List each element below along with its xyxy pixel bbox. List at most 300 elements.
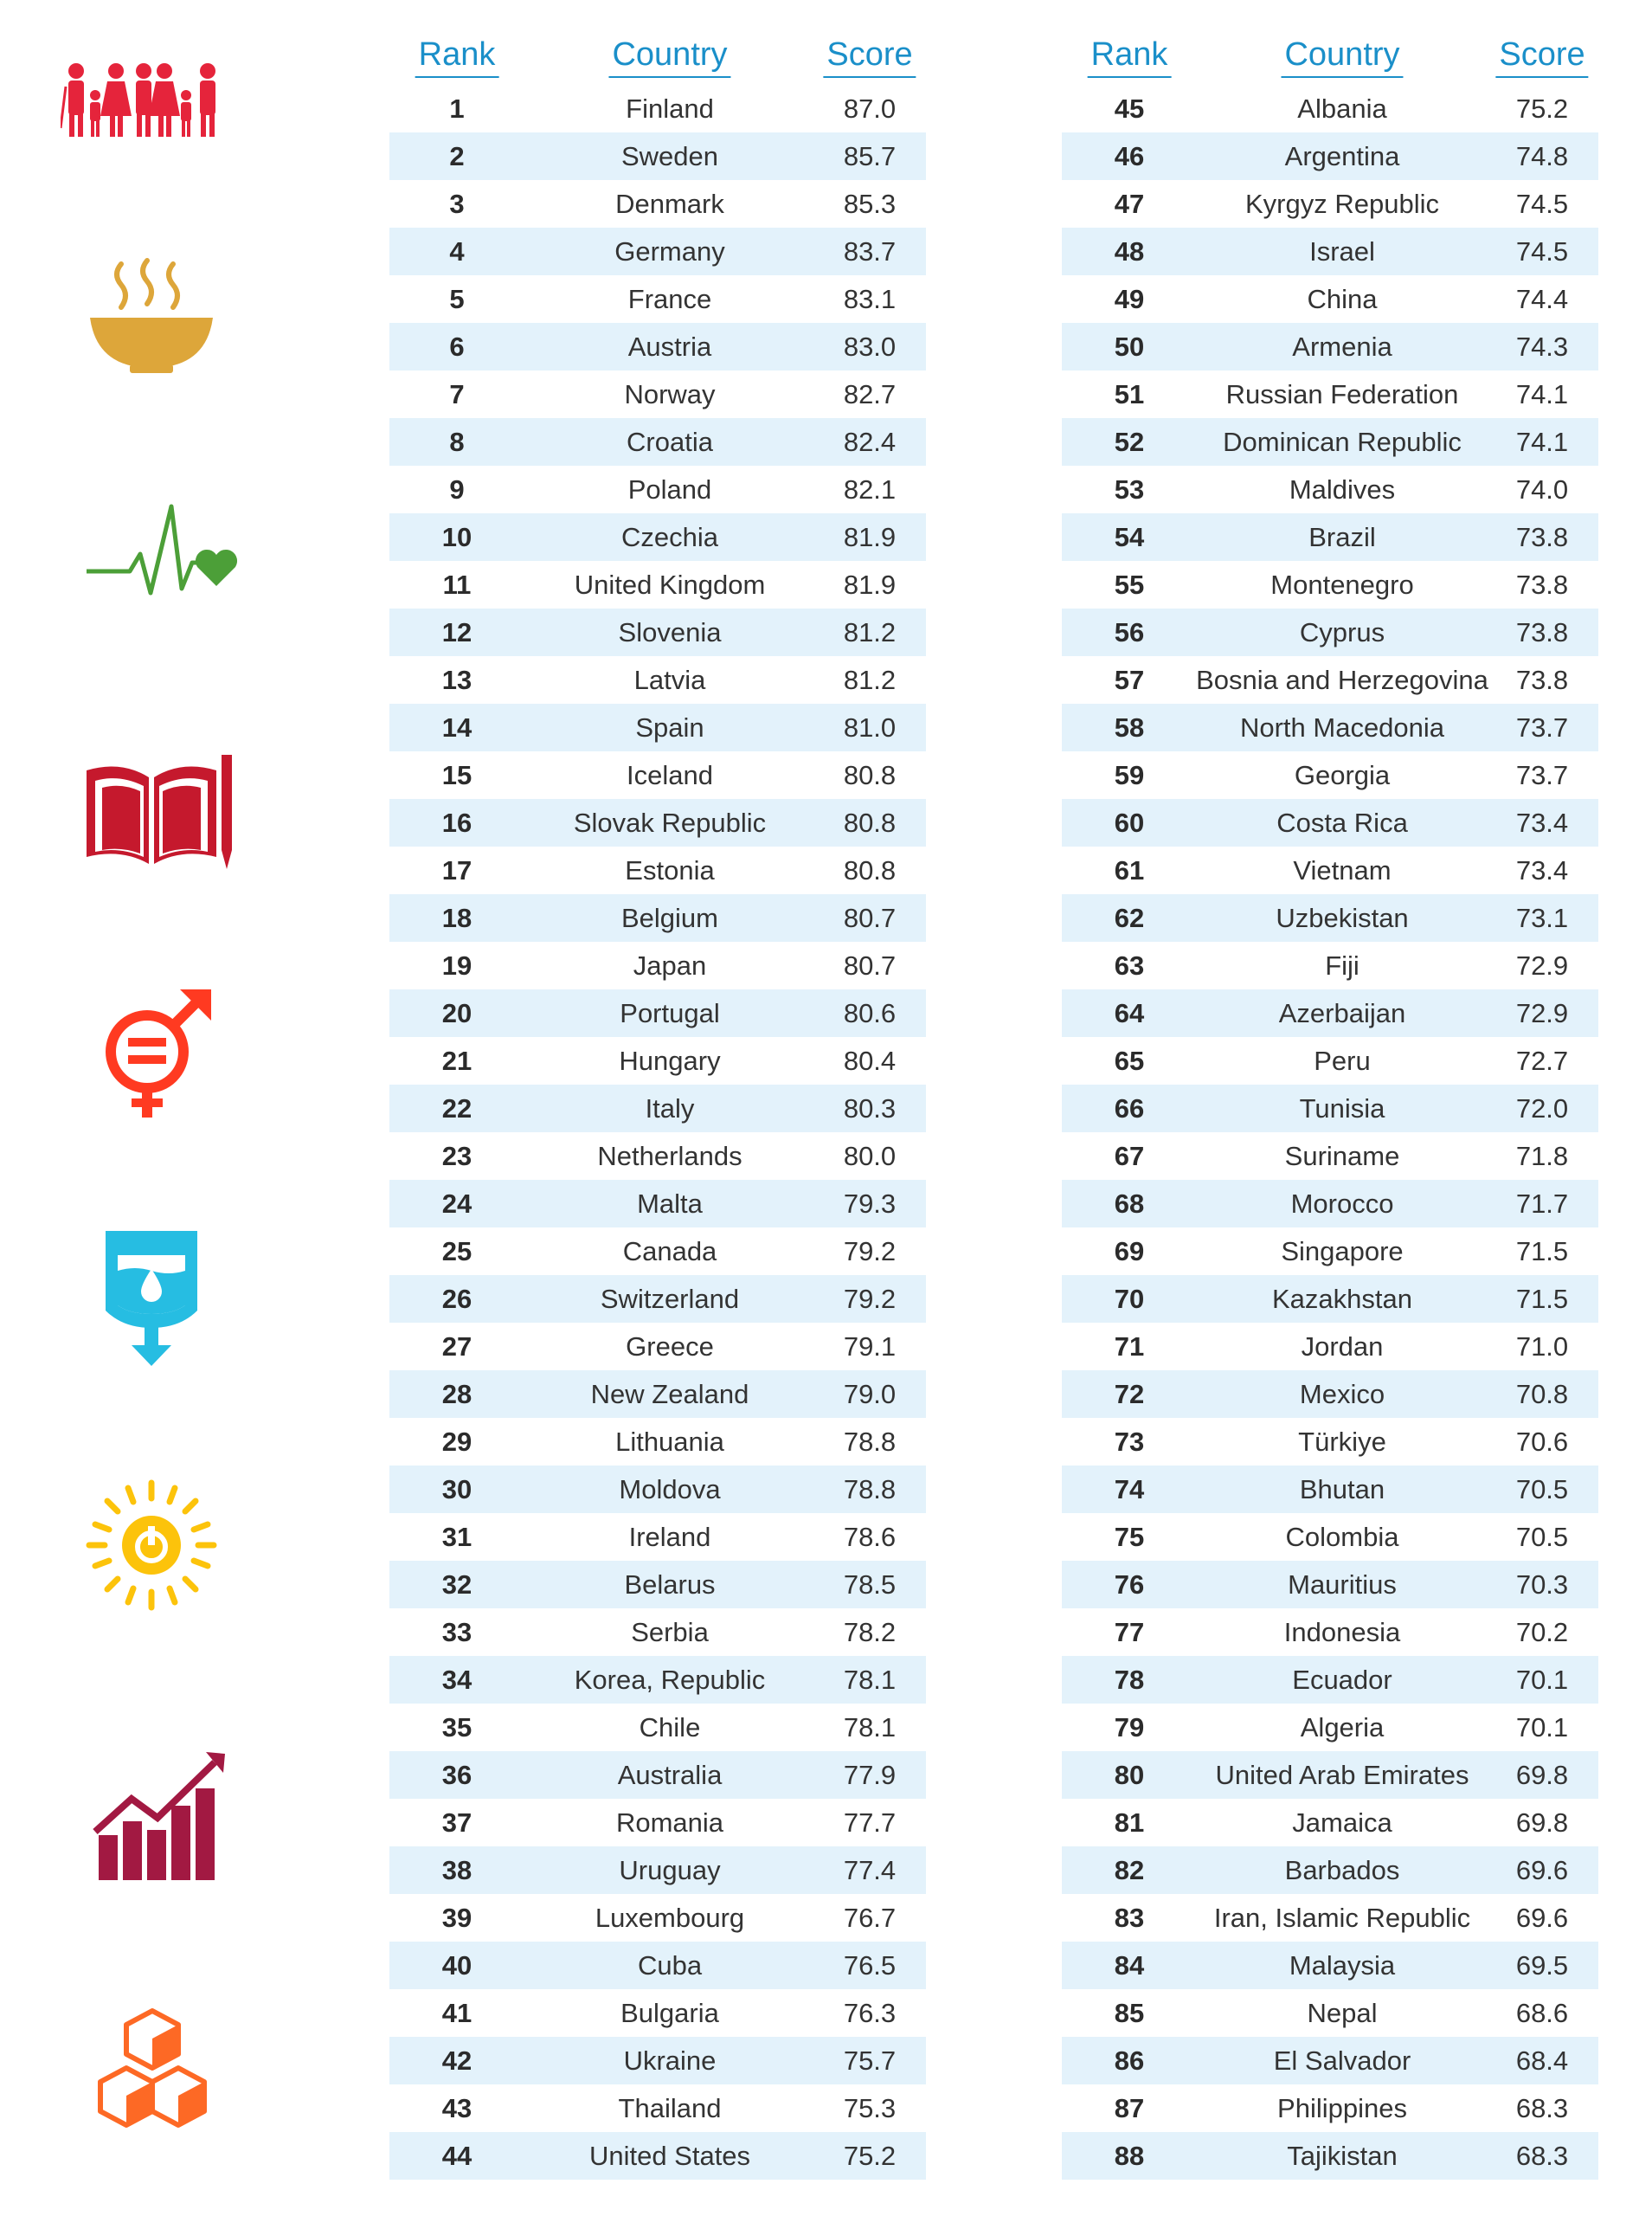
table-row — [1062, 370, 1598, 418]
rank-cell: 57 — [1114, 665, 1145, 695]
table-row — [1062, 942, 1598, 989]
country-cell: Dominican Republic — [1223, 427, 1462, 457]
rank-cell: 84 — [1114, 1950, 1145, 1981]
rank-cell: 56 — [1114, 617, 1145, 647]
country-cell: Jordan — [1301, 1331, 1384, 1362]
rank-cell: 31 — [441, 1522, 472, 1552]
score-cell: 68.4 — [1515, 2045, 1569, 2076]
country-cell: Germany — [614, 236, 725, 267]
table-row — [389, 799, 926, 847]
sun-power-icon — [61, 1476, 242, 1614]
rank-cell: 24 — [441, 1189, 472, 1219]
score-cell: 72.9 — [1515, 950, 1569, 981]
rank-cell: 81 — [1114, 1807, 1145, 1838]
score-cell: 80.7 — [843, 950, 897, 981]
table-row — [1062, 894, 1598, 942]
country-cell: Belgium — [621, 903, 718, 933]
table-row — [389, 180, 926, 228]
country-cell: El Salvador — [1273, 2045, 1411, 2076]
table-row — [389, 1989, 926, 2037]
rank-cell: 49 — [1114, 284, 1145, 314]
table-row — [1062, 132, 1598, 180]
country-cell: Ecuador — [1292, 1665, 1392, 1695]
country-cell: Albania — [1297, 93, 1387, 124]
score-cell: 70.3 — [1515, 1569, 1569, 1600]
table-row — [1062, 989, 1598, 1037]
score-cell: 81.2 — [843, 617, 897, 647]
table-row — [1062, 1608, 1598, 1656]
country-cell: Montenegro — [1270, 570, 1414, 600]
rank-cell: 2 — [449, 141, 465, 171]
cubes-icon — [61, 2004, 242, 2142]
rank-cell: 68 — [1114, 1189, 1145, 1219]
country-cell: Spain — [635, 712, 704, 743]
country-cell: Barbados — [1284, 1855, 1400, 1885]
score-cell: 71.7 — [1515, 1189, 1569, 1219]
rank-cell: 10 — [441, 522, 472, 552]
rank-cell: 47 — [1114, 189, 1145, 219]
country-cell: Estonia — [625, 855, 715, 886]
table-row — [389, 1846, 926, 1894]
table-row — [389, 1704, 926, 1751]
score-cell: 81.9 — [843, 570, 897, 600]
table-row — [1062, 1418, 1598, 1466]
country-cell: Kazakhstan — [1272, 1284, 1412, 1314]
rank-cell: 66 — [1114, 1093, 1145, 1124]
rank-cell: 27 — [441, 1331, 472, 1362]
country-cell: Italy — [645, 1093, 695, 1124]
rank-cell: 22 — [441, 1093, 472, 1124]
country-cell: Tajikistan — [1287, 2141, 1398, 2171]
table-row — [1062, 418, 1598, 466]
score-cell: 71.0 — [1515, 1331, 1569, 1362]
score-cell: 73.8 — [1515, 617, 1569, 647]
score-header: Score — [823, 33, 916, 78]
table-row — [389, 894, 926, 942]
country-cell: Netherlands — [597, 1141, 742, 1171]
score-cell: 74.3 — [1515, 332, 1569, 362]
table-body-right — [1062, 85, 1598, 2180]
rank-cell: 18 — [441, 903, 472, 933]
table-row — [389, 1466, 926, 1513]
table-row — [1062, 1370, 1598, 1418]
table-row — [389, 656, 926, 704]
rank-cell: 23 — [441, 1141, 472, 1171]
score-cell: 80.6 — [843, 998, 897, 1028]
country-cell: Czechia — [621, 522, 718, 552]
table-row — [1062, 656, 1598, 704]
score-cell: 75.2 — [843, 2141, 897, 2171]
score-cell: 82.7 — [843, 379, 897, 409]
table-row — [1062, 2084, 1598, 2132]
table-row — [1062, 799, 1598, 847]
rank-cell: 88 — [1114, 2141, 1145, 2171]
rank-cell: 26 — [441, 1284, 472, 1314]
table-row — [389, 1561, 926, 1608]
country-cell: Vietnam — [1293, 855, 1392, 886]
rank-cell: 48 — [1114, 236, 1145, 267]
table-row — [1062, 466, 1598, 513]
rank-cell: 4 — [449, 236, 465, 267]
rank-cell: 36 — [441, 1760, 472, 1790]
rank-cell: 40 — [441, 1950, 472, 1981]
rank-cell: 28 — [441, 1379, 472, 1409]
country-cell: Israel — [1309, 236, 1375, 267]
score-cell: 79.1 — [843, 1331, 897, 1362]
rank-cell: 38 — [441, 1855, 472, 1885]
country-cell: Chile — [639, 1712, 701, 1743]
rank-cell: 85 — [1114, 1998, 1145, 2028]
rank-cell: 64 — [1114, 998, 1145, 1028]
country-cell: Ireland — [628, 1522, 711, 1552]
score-cell: 81.9 — [843, 522, 897, 552]
rank-cell: 65 — [1114, 1046, 1145, 1076]
water-drop-icon — [61, 1229, 242, 1368]
country-cell: Costa Rica — [1276, 808, 1408, 838]
table-row — [1062, 1180, 1598, 1227]
table-row — [389, 704, 926, 751]
rank-cell: 16 — [441, 808, 472, 838]
table-row — [389, 942, 926, 989]
country-cell: Fiji — [1325, 950, 1360, 981]
table-row — [1062, 1275, 1598, 1323]
score-cell: 77.7 — [843, 1807, 897, 1838]
rank-cell: 73 — [1114, 1427, 1145, 1457]
rank-cell: 8 — [449, 427, 465, 457]
table-header — [389, 24, 926, 85]
country-cell: Nepal — [1307, 1998, 1378, 2028]
heartbeat-icon — [61, 489, 242, 628]
rank-cell: 80 — [1114, 1760, 1145, 1790]
table-row — [389, 132, 926, 180]
country-cell: Lithuania — [615, 1427, 724, 1457]
country-cell: Türkiye — [1298, 1427, 1386, 1457]
rank-cell: 44 — [441, 2141, 472, 2171]
country-cell: Australia — [617, 1760, 723, 1790]
score-cell: 70.1 — [1515, 1665, 1569, 1695]
table-row — [389, 1608, 926, 1656]
country-cell: Luxembourg — [595, 1903, 745, 1933]
table-row — [1062, 1323, 1598, 1370]
country-cell: Cyprus — [1299, 617, 1385, 647]
score-cell: 69.6 — [1515, 1855, 1569, 1885]
rank-cell: 1 — [449, 93, 465, 124]
rank-cell: 86 — [1114, 2045, 1145, 2076]
table-row — [1062, 323, 1598, 370]
country-cell: Mexico — [1299, 1379, 1385, 1409]
table-row — [389, 370, 926, 418]
country-cell: France — [627, 284, 712, 314]
table-row — [1062, 1846, 1598, 1894]
rank-cell: 61 — [1114, 855, 1145, 886]
score-cell: 79.0 — [843, 1379, 897, 1409]
rank-cell: 60 — [1114, 808, 1145, 838]
country-cell: Belarus — [624, 1569, 716, 1600]
table-row — [389, 418, 926, 466]
table-row — [389, 85, 926, 132]
country-cell: Romania — [615, 1807, 724, 1838]
table-row — [1062, 1561, 1598, 1608]
rank-cell: 50 — [1114, 332, 1145, 362]
score-cell: 73.8 — [1515, 665, 1569, 695]
score-cell: 80.8 — [843, 855, 897, 886]
table-row — [389, 1037, 926, 1085]
country-cell: Tunisia — [1299, 1093, 1385, 1124]
score-cell: 74.1 — [1515, 379, 1569, 409]
table-row — [389, 228, 926, 275]
table-body-left — [389, 85, 926, 2180]
table-row — [1062, 1942, 1598, 1989]
score-cell: 70.6 — [1515, 1427, 1569, 1457]
score-cell: 73.8 — [1515, 570, 1569, 600]
score-cell: 78.2 — [843, 1617, 897, 1647]
rank-cell: 75 — [1114, 1522, 1145, 1552]
country-cell: Singapore — [1281, 1236, 1404, 1266]
score-cell: 69.8 — [1515, 1807, 1569, 1838]
table-row — [1062, 180, 1598, 228]
country-cell: Iran, Islamic Republic — [1213, 1903, 1471, 1933]
country-cell: Latvia — [633, 665, 706, 695]
rank-cell: 83 — [1114, 1903, 1145, 1933]
score-cell: 72.0 — [1515, 1093, 1569, 1124]
score-cell: 79.3 — [843, 1189, 897, 1219]
score-cell: 80.8 — [843, 760, 897, 790]
score-cell: 87.0 — [843, 93, 897, 124]
country-cell: Portugal — [620, 998, 720, 1028]
country-cell: Uruguay — [619, 1855, 721, 1885]
rank-cell: 77 — [1114, 1617, 1145, 1647]
score-cell: 79.2 — [843, 1284, 897, 1314]
rank-cell: 87 — [1114, 2093, 1145, 2123]
family-icon — [61, 26, 242, 164]
table-row — [389, 466, 926, 513]
table-row — [389, 989, 926, 1037]
country-cell: Algeria — [1300, 1712, 1385, 1743]
country-cell: Poland — [627, 474, 712, 505]
table-row — [389, 561, 926, 609]
country-cell: Brazil — [1308, 522, 1376, 552]
country-cell: Switzerland — [600, 1284, 740, 1314]
country-cell: Sweden — [620, 141, 719, 171]
country-cell: Finland — [626, 93, 714, 124]
score-cell: 69.5 — [1515, 1950, 1569, 1981]
country-cell: Iceland — [627, 760, 713, 790]
country-cell: New Zealand — [590, 1379, 749, 1409]
rank-cell: 62 — [1114, 903, 1145, 933]
book-pencil-icon — [61, 736, 242, 874]
country-cell: Maldives — [1289, 474, 1396, 505]
rank-cell: 11 — [442, 570, 472, 600]
table-row — [389, 1275, 926, 1323]
table-row — [1062, 609, 1598, 656]
table-row — [389, 1942, 926, 1989]
score-cell: 74.4 — [1515, 284, 1569, 314]
country-cell: Cuba — [637, 1950, 703, 1981]
table-row — [389, 1418, 926, 1466]
rank-header: Rank — [415, 33, 499, 78]
score-cell: 73.7 — [1515, 760, 1569, 790]
score-cell: 81.2 — [843, 665, 897, 695]
table-row — [389, 847, 926, 894]
score-cell: 81.0 — [843, 712, 897, 743]
score-cell: 68.3 — [1515, 2141, 1569, 2171]
table-row — [1062, 1894, 1598, 1942]
score-cell: 70.2 — [1515, 1617, 1569, 1647]
table-row — [389, 1180, 926, 1227]
score-cell: 74.0 — [1515, 474, 1569, 505]
rank-cell: 3 — [449, 189, 465, 219]
score-cell: 75.3 — [843, 2093, 897, 2123]
score-header: Score — [1495, 33, 1588, 78]
score-cell: 78.1 — [843, 1665, 897, 1695]
country-cell: Malaysia — [1289, 1950, 1396, 1981]
score-cell: 79.2 — [843, 1236, 897, 1266]
rank-cell: 14 — [441, 712, 472, 743]
score-cell: 77.4 — [843, 1855, 897, 1885]
growth-chart-icon — [61, 1749, 242, 1887]
rank-cell: 46 — [1114, 141, 1145, 171]
score-cell: 80.3 — [843, 1093, 897, 1124]
table-row — [389, 1751, 926, 1799]
rank-cell: 71 — [1114, 1331, 1145, 1362]
country-cell: Kyrgyz Republic — [1245, 189, 1439, 219]
score-cell: 73.4 — [1515, 808, 1569, 838]
score-cell: 82.4 — [843, 427, 897, 457]
table-row — [389, 1370, 926, 1418]
table-row — [389, 751, 926, 799]
score-cell: 73.8 — [1515, 522, 1569, 552]
country-cell: United Arab Emirates — [1215, 1760, 1469, 1790]
table-row — [1062, 1085, 1598, 1132]
table-row — [389, 1085, 926, 1132]
score-cell: 83.7 — [843, 236, 897, 267]
rank-cell: 9 — [449, 474, 465, 505]
rank-cell: 7 — [449, 379, 465, 409]
country-cell: Morocco — [1290, 1189, 1394, 1219]
table-row — [389, 513, 926, 561]
rank-cell: 29 — [441, 1427, 472, 1457]
score-cell: 73.7 — [1515, 712, 1569, 743]
country-cell: Denmark — [615, 189, 724, 219]
rank-cell: 17 — [441, 855, 472, 886]
rank-cell: 42 — [441, 2045, 472, 2076]
country-cell: Thailand — [618, 2093, 722, 2123]
score-cell: 80.8 — [843, 808, 897, 838]
score-cell: 72.7 — [1515, 1046, 1569, 1076]
score-cell: 82.1 — [843, 474, 897, 505]
rank-cell: 37 — [441, 1807, 472, 1838]
table-row — [1062, 1989, 1598, 2037]
country-cell: Bhutan — [1299, 1474, 1385, 1504]
table-row — [389, 609, 926, 656]
rank-cell: 19 — [441, 950, 472, 981]
score-cell: 83.1 — [843, 284, 897, 314]
country-cell: Jamaica — [1292, 1807, 1392, 1838]
table-row — [389, 1132, 926, 1180]
score-cell: 74.5 — [1515, 189, 1569, 219]
country-cell: Argentina — [1284, 141, 1400, 171]
score-cell: 69.8 — [1515, 1760, 1569, 1790]
score-cell: 72.9 — [1515, 998, 1569, 1028]
table-row — [1062, 85, 1598, 132]
score-cell: 85.7 — [843, 141, 897, 171]
country-cell: Austria — [627, 332, 712, 362]
sdg-icon-column — [0, 0, 312, 2216]
score-cell: 78.5 — [843, 1569, 897, 1600]
score-cell: 71.8 — [1515, 1141, 1569, 1171]
rank-cell: 32 — [441, 1569, 472, 1600]
rank-cell: 39 — [441, 1903, 472, 1933]
country-cell: Norway — [624, 379, 716, 409]
table-row — [389, 2132, 926, 2180]
table-row — [1062, 1132, 1598, 1180]
ranking-table-right — [1062, 24, 1598, 2180]
table-row — [1062, 1751, 1598, 1799]
table-row — [1062, 2037, 1598, 2084]
table-row — [1062, 228, 1598, 275]
table-row — [389, 1894, 926, 1942]
rank-cell: 13 — [441, 665, 472, 695]
rank-cell: 15 — [441, 760, 472, 790]
country-cell: Canada — [622, 1236, 717, 1266]
score-cell: 80.4 — [843, 1046, 897, 1076]
table-row — [389, 1227, 926, 1275]
table-row — [1062, 1704, 1598, 1751]
table-row — [389, 2037, 926, 2084]
score-cell: 85.3 — [843, 189, 897, 219]
rank-cell: 6 — [449, 332, 465, 362]
score-cell: 70.8 — [1515, 1379, 1569, 1409]
country-header: Country — [1281, 33, 1403, 78]
table-row — [1062, 1513, 1598, 1561]
rank-cell: 20 — [441, 998, 472, 1028]
table-row — [1062, 561, 1598, 609]
score-cell: 70.1 — [1515, 1712, 1569, 1743]
country-cell: Indonesia — [1283, 1617, 1401, 1647]
score-cell: 76.5 — [843, 1950, 897, 1981]
score-cell: 74.1 — [1515, 427, 1569, 457]
score-cell: 75.2 — [1515, 93, 1569, 124]
rank-cell: 78 — [1114, 1665, 1145, 1695]
score-cell: 78.8 — [843, 1474, 897, 1504]
country-cell: Japan — [633, 950, 707, 981]
score-cell: 77.9 — [843, 1760, 897, 1790]
rank-cell: 69 — [1114, 1236, 1145, 1266]
score-cell: 73.1 — [1515, 903, 1569, 933]
rank-cell: 79 — [1114, 1712, 1145, 1743]
score-cell: 69.6 — [1515, 1903, 1569, 1933]
country-cell: Moldova — [619, 1474, 721, 1504]
score-cell: 70.5 — [1515, 1474, 1569, 1504]
rank-cell: 67 — [1114, 1141, 1145, 1171]
table-row — [1062, 275, 1598, 323]
rank-cell: 58 — [1114, 712, 1145, 743]
rank-cell: 43 — [441, 2093, 472, 2123]
table-row — [389, 1513, 926, 1561]
score-cell: 80.0 — [843, 1141, 897, 1171]
rank-cell: 72 — [1114, 1379, 1145, 1409]
country-cell: Malta — [637, 1189, 703, 1219]
score-cell: 68.3 — [1515, 2093, 1569, 2123]
score-cell: 78.1 — [843, 1712, 897, 1743]
country-cell: Philippines — [1277, 2093, 1407, 2123]
country-cell: Serbia — [631, 1617, 709, 1647]
rank-cell: 54 — [1114, 522, 1145, 552]
table-header — [1062, 24, 1598, 85]
country-cell: Greece — [626, 1331, 714, 1362]
table-row — [1062, 1037, 1598, 1085]
score-cell: 78.6 — [843, 1522, 897, 1552]
